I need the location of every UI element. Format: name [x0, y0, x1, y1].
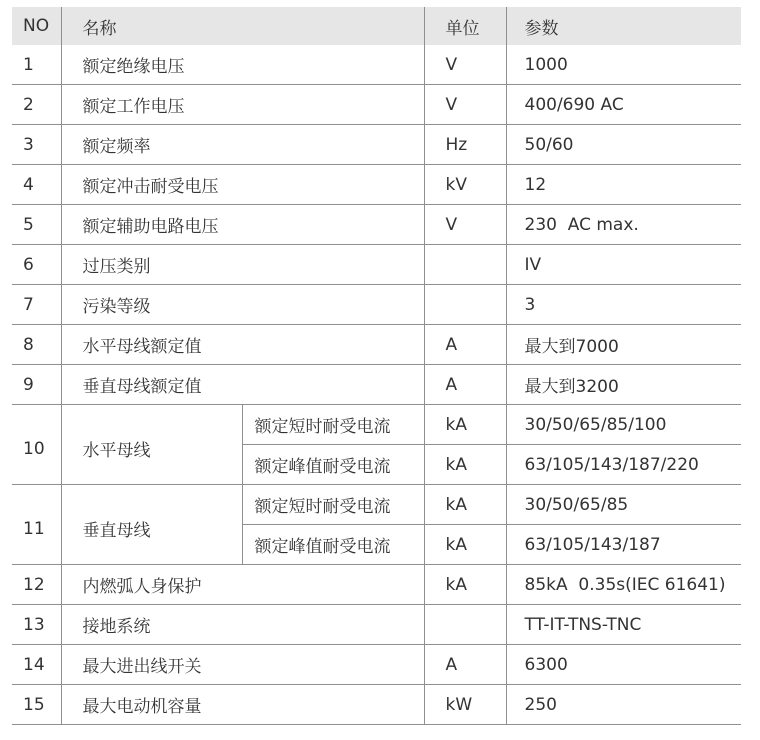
row-name: 额定绝缘电压 [61, 45, 424, 85]
table-row [12, 85, 741, 125]
row-unit: A [424, 325, 506, 365]
row-name: 垂直母线 [61, 485, 242, 565]
row-name: 最大进出线开关 [61, 645, 424, 685]
row-value: TT-IT-TNS-TNC [506, 605, 741, 645]
row-no: 14 [12, 645, 61, 685]
row-value: 250 [506, 685, 741, 725]
row-unit: V [424, 45, 506, 85]
row-name: 额定冲击耐受电压 [61, 165, 424, 205]
row-name: 水平母线 [61, 405, 242, 485]
table-row [12, 485, 741, 525]
row-name: 内燃弧人身保护 [61, 565, 424, 605]
row-name: 额定辅助电路电压 [61, 205, 424, 245]
row-value: 400/690 AC [506, 85, 741, 125]
row-unit [424, 605, 506, 645]
row-no: 10 [12, 405, 61, 485]
row-value: 230 AC max. [506, 205, 741, 245]
row-no: 11 [12, 485, 61, 565]
row-unit: kA [424, 565, 506, 605]
row-value: 6300 [506, 645, 741, 685]
row-unit [424, 245, 506, 285]
row-value: 最大到7000 [506, 325, 741, 365]
row-no: 5 [12, 205, 61, 245]
row-unit: kV [424, 165, 506, 205]
row-value: 50/60 [506, 125, 741, 165]
row-unit: kA [424, 405, 506, 445]
table-row [12, 205, 741, 245]
table-row [12, 685, 741, 725]
table-row [12, 45, 741, 85]
table-row [12, 285, 741, 325]
table-row [12, 125, 741, 165]
row-subname: 额定短时耐受电流 [242, 485, 424, 525]
row-no: 8 [12, 325, 61, 365]
row-unit: kA [424, 525, 506, 565]
row-name: 水平母线额定值 [61, 325, 424, 365]
row-no: 3 [12, 125, 61, 165]
table-row [12, 405, 741, 445]
row-value: 最大到3200 [506, 365, 741, 405]
row-unit: kA [424, 445, 506, 485]
row-no: 6 [12, 245, 61, 285]
row-no: 9 [12, 365, 61, 405]
row-unit: A [424, 365, 506, 405]
row-unit: kA [424, 485, 506, 525]
row-name: 过压类别 [61, 245, 424, 285]
row-unit: A [424, 645, 506, 685]
row-unit: V [424, 85, 506, 125]
row-no: 4 [12, 165, 61, 205]
row-value: IV [506, 245, 741, 285]
row-value: 12 [506, 165, 741, 205]
row-no: 12 [12, 565, 61, 605]
row-name: 额定工作电压 [61, 85, 424, 125]
row-unit [424, 285, 506, 325]
row-value: 3 [506, 285, 741, 325]
header-params: 参数 [506, 7, 741, 45]
row-name: 污染等级 [61, 285, 424, 325]
table-row [12, 165, 741, 205]
parameter-table [12, 7, 741, 725]
row-subname: 额定短时耐受电流 [242, 405, 424, 445]
row-name: 垂直母线额定值 [61, 365, 424, 405]
row-value: 1000 [506, 45, 741, 85]
table-row [12, 245, 741, 285]
row-value: 30/50/65/85 [506, 485, 741, 525]
row-value: 63/105/143/187/220 [506, 445, 741, 485]
table-header-row [12, 7, 741, 45]
row-name: 最大电动机容量 [61, 685, 424, 725]
row-value: 30/50/65/85/100 [506, 405, 741, 445]
row-unit: kW [424, 685, 506, 725]
row-name: 额定频率 [61, 125, 424, 165]
row-unit: V [424, 205, 506, 245]
header-no: NO [12, 7, 61, 45]
row-name: 接地系统 [61, 605, 424, 645]
row-no: 2 [12, 85, 61, 125]
row-no: 7 [12, 285, 61, 325]
row-value: 85kA 0.35s(IEC 61641) [506, 565, 741, 605]
row-subname: 额定峰值耐受电流 [242, 525, 424, 565]
row-no: 13 [12, 605, 61, 645]
table-row [12, 325, 741, 365]
table-row [12, 645, 741, 685]
row-no: 1 [12, 45, 61, 85]
row-no: 15 [12, 685, 61, 725]
row-subname: 额定峰值耐受电流 [242, 445, 424, 485]
table-row [12, 565, 741, 605]
row-value: 63/105/143/187 [506, 525, 741, 565]
table-row [12, 365, 741, 405]
row-unit: Hz [424, 125, 506, 165]
header-unit: 单位 [424, 7, 506, 45]
table-row [12, 605, 741, 645]
header-name: 名称 [61, 7, 424, 45]
